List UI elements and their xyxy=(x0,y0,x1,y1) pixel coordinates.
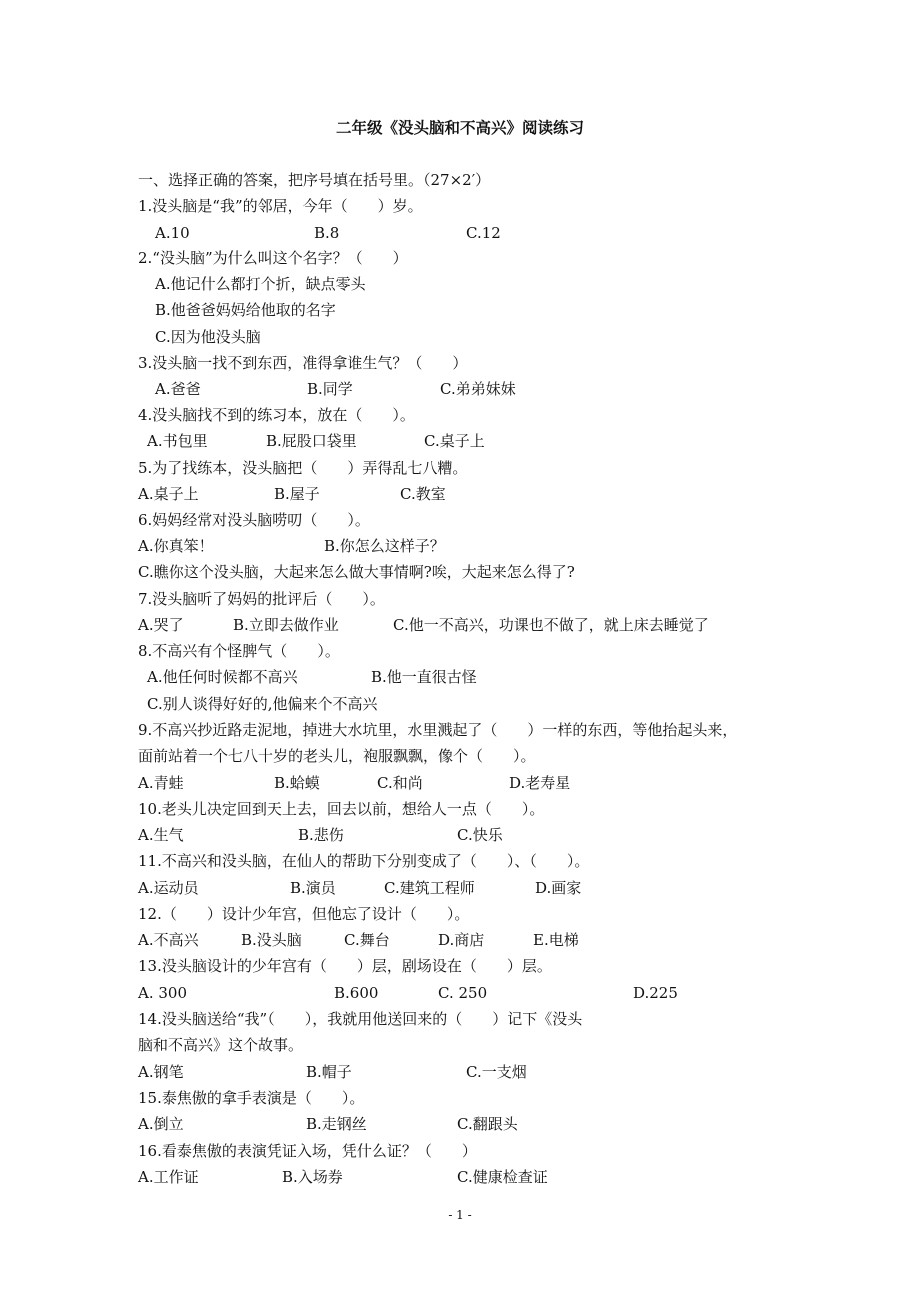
option: C.因为他没头脑 xyxy=(155,328,261,346)
question-5-stem: 5.为了找练本，没头脑把（ ）弄得乱七八糟。 xyxy=(138,459,468,477)
question-9-stem: 9.不高兴抄近路走泥地，掉进大水坑里，水里溅起了（ ）一样的东西，等他抬起头来， xyxy=(138,721,738,739)
option: A. 300 xyxy=(138,984,187,1002)
question-14-stem-continued: 脑和不高兴》这个故事。 xyxy=(138,1036,304,1054)
option: C.和尚 xyxy=(377,774,423,792)
document-title: 二年级《没头脑和不高兴》阅读练习 xyxy=(335,118,584,137)
option: C.他一不高兴，功课也不做了，就上床去睡觉了 xyxy=(393,616,709,634)
option: B.入场券 xyxy=(282,1168,343,1186)
option: C.12 xyxy=(466,224,501,242)
option: B.你怎么这样子？ xyxy=(324,537,445,555)
question-6-stem: 6.妈妈经常对没头脑唠叨（ ）。 xyxy=(138,511,370,529)
option: C.翻跟头 xyxy=(457,1115,518,1133)
option: A.哭了 xyxy=(138,616,184,634)
option: C.教室 xyxy=(400,485,446,503)
page-number: - 1 - xyxy=(448,1208,472,1222)
question-2-stem: 2.“没头脑”为什么叫这个名字？（ ） xyxy=(138,249,408,267)
option: E.电梯 xyxy=(533,931,579,949)
option: C.建筑工程师 xyxy=(384,879,475,897)
question-4-stem: 4.没头脑找不到的练习本，放在（ ）。 xyxy=(138,406,415,424)
option: A.青蛙 xyxy=(138,774,184,792)
option: A.钢笔 xyxy=(138,1063,184,1081)
option: A.爸爸 xyxy=(155,380,201,398)
option: D.老寿星 xyxy=(509,774,571,792)
option: D.商店 xyxy=(438,931,485,949)
option: A.他任何时候都不高兴 xyxy=(147,668,298,686)
option: B.帽子 xyxy=(306,1063,352,1081)
option: B.他一直很古怪 xyxy=(371,668,477,686)
option: C.健康检查证 xyxy=(457,1168,548,1186)
option: C.弟弟妹妹 xyxy=(440,380,516,398)
option: C.一支烟 xyxy=(466,1063,527,1081)
section-heading: 一、选择正确的答案，把序号填在括号里。（27×2′） xyxy=(138,171,491,189)
question-3-stem: 3.没头脑一找不到东西，准得拿谁生气？（ ） xyxy=(138,354,468,372)
option: A.倒立 xyxy=(138,1115,184,1133)
question-7-stem: 7.没头脑听了妈妈的批评后（ ）。 xyxy=(138,590,385,608)
question-13-stem: 13.没头脑设计的少年宫有（ ）层，剧场设在（ ）层。 xyxy=(138,957,552,975)
option: A.生气 xyxy=(138,826,184,844)
option: B.600 xyxy=(334,984,379,1002)
option: A.运动员 xyxy=(138,879,199,897)
option: A.不高兴 xyxy=(138,931,199,949)
option: B.蛤蟆 xyxy=(274,774,320,792)
option: C.桌子上 xyxy=(424,432,485,450)
option: A.他记什么都打个折，缺点零头 xyxy=(155,275,366,293)
option: A.工作证 xyxy=(138,1168,199,1186)
option: A.书包里 xyxy=(147,432,208,450)
option: B.演员 xyxy=(290,879,336,897)
question-14-stem: 14.没头脑送给“我”（ ），我就用他送回来的（ ）记下《没头 xyxy=(138,1010,583,1028)
option: A.10 xyxy=(155,224,190,242)
question-15-stem: 15.泰焦傲的拿手表演是（ ）。 xyxy=(138,1089,365,1107)
option: B.屋子 xyxy=(274,485,320,503)
option: B.走钢丝 xyxy=(306,1115,367,1133)
option: A.桌子上 xyxy=(138,485,199,503)
question-9-stem-continued: 面前站着一个七八十岁的老头儿，袍服飘飘，像个（ ）。 xyxy=(138,747,536,765)
option: C. 250 xyxy=(438,984,488,1002)
option: C.别人谈得好好的,他偏来个不高兴 xyxy=(147,695,378,713)
option: B.他爸爸妈妈给他取的名字 xyxy=(155,301,336,319)
option: D.225 xyxy=(633,984,678,1002)
question-1-stem: 1.没头脑是“我”的邻居，今年（ ）岁。 xyxy=(138,197,423,215)
option: A.你真笨！ xyxy=(138,537,214,555)
question-12-stem: 12.（ ）设计少年宫，但他忘了设计（ ）。 xyxy=(138,905,470,923)
option: C.快乐 xyxy=(457,826,503,844)
option: C.瞧你这个没头脑，大起来怎么做大事情啊?唉，大起来怎么得了? xyxy=(138,563,575,581)
option: B.8 xyxy=(314,224,340,242)
question-10-stem: 10.老头儿决定回到天上去，回去以前，想给人一点（ ）。 xyxy=(138,800,545,818)
option: B.同学 xyxy=(307,380,353,398)
question-16-stem: 16.看泰焦傲的表演凭证入场，凭什么证？（ ） xyxy=(138,1142,477,1160)
question-8-stem: 8.不高兴有个怪脾气（ ）。 xyxy=(138,642,340,660)
option: C.舞台 xyxy=(344,931,390,949)
question-11-stem: 11.不高兴和没头脑，在仙人的帮助下分别变成了（ ）、（ ）。 xyxy=(138,852,590,870)
option: B.立即去做作业 xyxy=(233,616,339,634)
option: B.屁股口袋里 xyxy=(266,432,357,450)
option: D.画家 xyxy=(535,879,582,897)
option: B.没头脑 xyxy=(241,931,302,949)
option: B.悲伤 xyxy=(298,826,344,844)
